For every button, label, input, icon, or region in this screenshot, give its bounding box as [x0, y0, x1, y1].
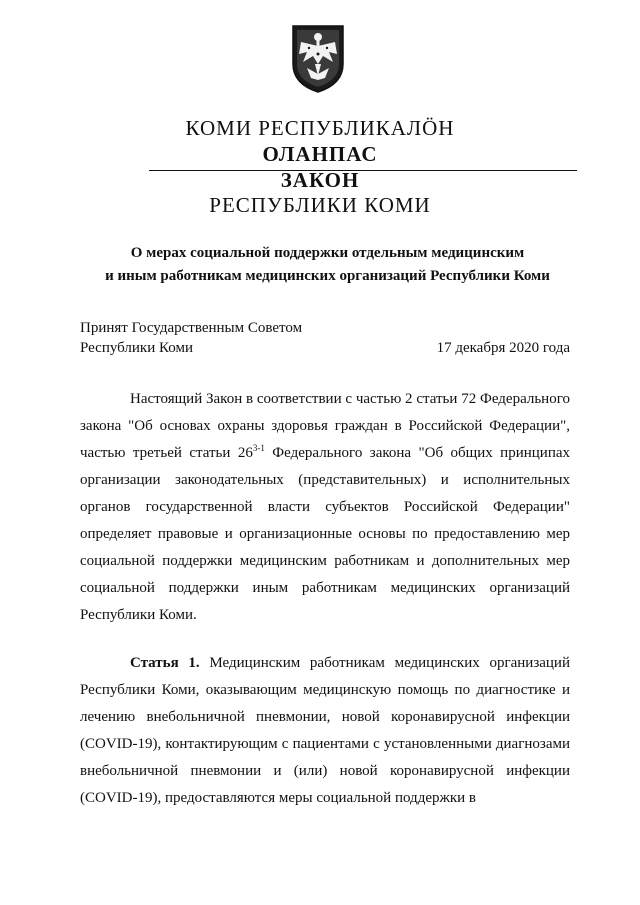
- republic-title: РЕСПУБЛИКИ КОМИ: [209, 193, 431, 217]
- preamble-text-part-1: Настоящий Закон в соответствии с частью 2 статьи 72 Федерального закона "Об основах охраны здоровья граждан в Российской Федерации", частью третьей статьи 26: [80, 391, 570, 461]
- article-1-paragraph: [80, 650, 570, 812]
- preamble-text-part-2: Федерального закона "Об общих принципах организации законодательных (представительных) и исполнительных органов государственной власти субъектов Российской Федерации" определяет правовые и организационные основы по предоставлению мер социальной поддержки медицинским работникам и дополнительных мер социальной поддержки иным работникам медицинских организаций Республики Коми.: [80, 445, 571, 623]
- adoption-date: 17 декабря 2020 года: [436, 340, 570, 356]
- law-subject-line-1: О мерах социальной поддержки отдельным медицинским: [130, 245, 525, 261]
- adoption-block: [80, 318, 570, 358]
- komi-title: КОМИ РЕСПУБЛИКАЛӦН: [185, 116, 455, 140]
- law-title: ЗАКОН: [280, 168, 360, 192]
- adopted-by-line-1: Принят Государственным Советом: [80, 320, 303, 336]
- law-subject: [80, 242, 575, 288]
- article-superscript: 3-1: [252, 443, 265, 453]
- preamble-paragraph: [80, 386, 570, 629]
- law-subject-line-2: и иным работникам медицинских организаций Республики Коми: [105, 268, 550, 284]
- adopted-by-line-2: Республики Коми: [80, 340, 193, 356]
- article-1-label: Статья 1.: [130, 655, 200, 671]
- komi-law-title: ОЛАНПАС: [262, 142, 378, 166]
- article-1-text: Медицинским работникам медицинских организаций Республики Коми, оказывающим медицинскую помощь по диагностике и лечению внебольничной пневмонии, новой коронавирусной инфекции (COVID-19), контактирующим с пациентами с установленными диагнозами внебольничной пневмонии и (или) новой коронавирусной инфекции (COVID-19), предоставляются меры социальной поддержки в: [80, 655, 570, 806]
- komi-coat-of-arms-icon: [289, 24, 347, 94]
